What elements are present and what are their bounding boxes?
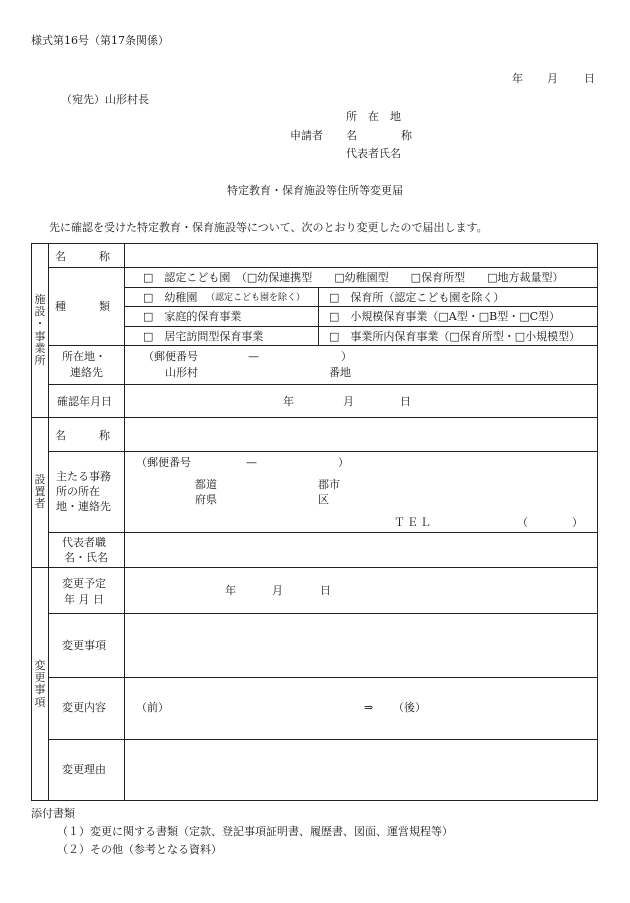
facility-name-label: 名 称: [55, 250, 110, 263]
facility-address-label-1: 所在地・: [62, 350, 106, 363]
change-day: 日: [320, 584, 331, 597]
checkbox-katei-hoiku[interactable]: □ 家庭的保育事業: [143, 310, 242, 323]
office-postal-close: ）: [338, 456, 349, 469]
checkbox-jigyosho-nai[interactable]: □ 事業所内保育事業（□保育所型・□小規模型）: [329, 330, 581, 343]
facility-type-label: 種 類: [55, 300, 110, 313]
date-day-label: 日: [584, 72, 595, 85]
document-title: 特定教育・保育施設等住所等変更届: [227, 184, 403, 197]
confirm-year: 年: [283, 395, 294, 408]
establisher-rep-label-1: 代表者職: [62, 536, 106, 549]
checkbox-hoikusho[interactable]: □ 保育所（認定こども園を除く）: [329, 291, 505, 304]
applicant-label: 申請者: [290, 129, 323, 142]
office-label-2: 所の所在: [56, 485, 100, 498]
date-month-label: 月: [547, 72, 558, 85]
checkbox-kyotaku-homon[interactable]: □ 居宅訪問型保育事業: [143, 330, 264, 343]
change-year: 年: [225, 584, 236, 597]
establisher-rep-label-2: 名・氏名: [64, 551, 108, 564]
attachment-item-2: （２）その他（参考となる資料）: [57, 843, 222, 856]
office-tel-paren: （ ）: [517, 516, 583, 529]
facility-banchi: 番地: [329, 366, 351, 379]
office-label-1: 主たる事務: [56, 470, 111, 483]
office-fuken: 府県: [195, 493, 217, 506]
applicant-rep-label: 代表者氏名: [346, 147, 401, 160]
applicant-address-label: 所 在 地: [346, 110, 401, 123]
yochien-note: （認定こども園を除く）: [206, 293, 306, 303]
date-year-label: 年: [512, 72, 523, 85]
office-tel-label: ＴＥＬ: [394, 516, 433, 529]
establisher-name-label: 名 称: [55, 429, 110, 442]
applicant-name-label: 名 称: [346, 129, 412, 142]
change-before: （前）: [136, 701, 169, 714]
office-postal-dash: —: [246, 456, 257, 469]
confirm-date-label: 確認年月日: [57, 395, 112, 408]
office-todo: 都道: [195, 478, 217, 491]
office-postal-prefix: （郵便番号: [136, 456, 191, 469]
change-after: （後）: [393, 701, 426, 714]
confirm-month: 月: [343, 395, 354, 408]
change-date-label-2: 年 月 日: [64, 593, 104, 606]
change-section-label: 変 更 事 項: [34, 659, 46, 709]
facility-postal-prefix: （郵便番号: [143, 350, 198, 363]
change-content-label: 変更内容: [62, 701, 106, 714]
change-month: 月: [272, 584, 283, 597]
attachment-item-1: （１）変更に関する書類（定款、登記事項証明書、履歴書、図面、運営規程等）: [57, 825, 453, 838]
attachments-heading: 添付書類: [31, 807, 75, 820]
office-gun: 郡市: [318, 478, 340, 491]
change-reason-label: 変更理由: [62, 763, 106, 776]
facility-postal-dash: —: [248, 350, 259, 363]
change-arrow: ⇒: [364, 701, 374, 714]
checkbox-shokibo-hoiku[interactable]: □ 小規模保育事業（□A型・□B型・□C型）: [329, 310, 561, 323]
intro-text: 先に確認を受けた特定教育・保育施設等について、次のとおり変更したので届出します。: [49, 221, 488, 234]
facility-address-label-2: 連絡先: [70, 366, 103, 379]
change-item-label: 変更事項: [62, 639, 106, 652]
office-ku: 区: [318, 493, 329, 506]
facility-postal-close: ）: [341, 350, 352, 363]
confirm-day: 日: [400, 395, 411, 408]
facility-village: 山形村: [165, 366, 198, 379]
office-label-3: 地・連絡先: [56, 500, 111, 513]
change-date-label-1: 変更予定: [62, 577, 106, 590]
addressee: （宛先）山形村長: [61, 93, 149, 106]
establisher-section-label: 設 置 者: [34, 473, 46, 511]
form-number: 様式第16号（第17条関係）: [31, 34, 169, 47]
checkbox-nintei-kodomoen[interactable]: □ 認定こども園 （□幼保連携型 □幼稚園型 □保育所型 □地方裁量型）: [143, 271, 564, 284]
facility-section-label: 施 設 ・ 事 業 所: [34, 293, 46, 368]
checkbox-yochien[interactable]: □ 幼稚園: [143, 291, 198, 304]
